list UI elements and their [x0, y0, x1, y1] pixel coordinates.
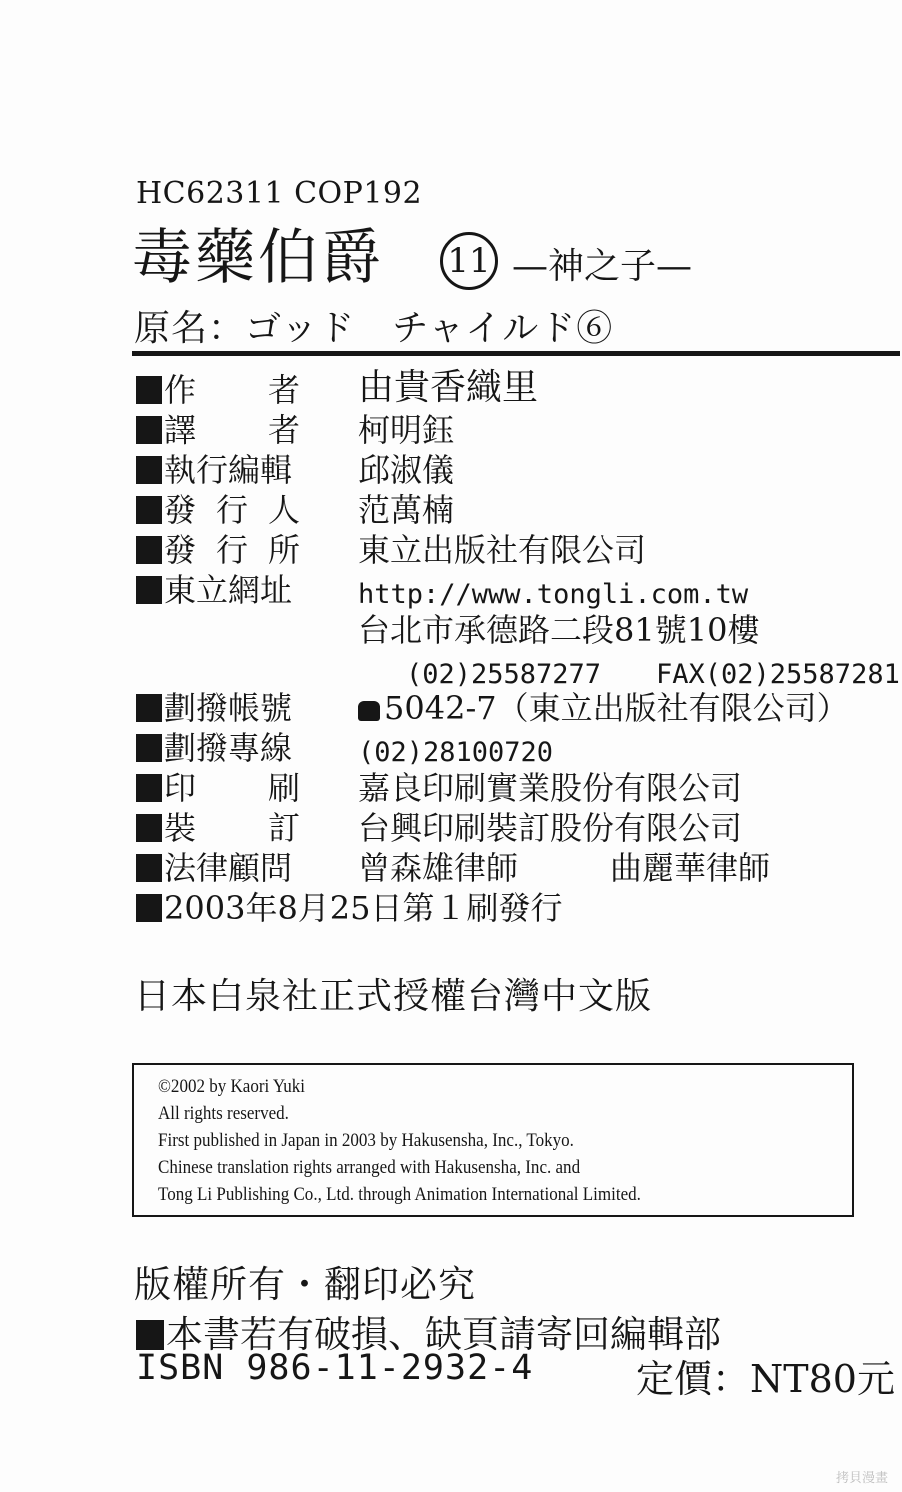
original-title: 原名：ゴッド チャイルド⑥: [134, 308, 614, 349]
product-code: HC62311 COP192: [136, 176, 423, 211]
bullet-square-icon: [136, 536, 162, 564]
book-subtitle: —神之子—: [512, 246, 693, 287]
bullet-square-icon: [136, 416, 162, 444]
credit-label-binding: 裝訂: [136, 808, 372, 848]
credit-value-author: 由貴香織里: [358, 367, 539, 408]
credit-value-translator: 柯明鈺: [358, 411, 455, 449]
credit-value-publishing-house: 東立出版社有限公司: [358, 531, 647, 569]
isbn: ISBN 986-11-2932-4: [136, 1348, 534, 1388]
credit-value-publisher: 范萬楠: [358, 491, 455, 529]
address-line: 台北市承德路二段81號10樓: [358, 611, 760, 649]
fax-number: FAX(02)25587281: [656, 659, 900, 690]
volume-number: 11: [440, 232, 498, 290]
watermark: 拷貝漫畫: [835, 1471, 888, 1486]
copyright-line: ©2002 by Kaori Yuki: [158, 1077, 306, 1097]
phone-number: (02)25587277: [406, 659, 602, 690]
credit-label-author: 作者: [136, 370, 372, 410]
publish-date: 2003年8月25日第１刷發行: [136, 888, 563, 928]
bullet-square-icon: [136, 694, 162, 722]
bullet-square-icon: [136, 774, 162, 802]
credit-value-binding: 台興印刷裝訂股份有限公司: [358, 809, 743, 847]
book-title: 毒藥伯爵: [132, 223, 384, 293]
credit-label-translator: 譯者: [136, 410, 372, 450]
credit-label-account: 劃撥帳號: [136, 688, 292, 728]
authorization-notice: 日本白泉社正式授權台灣中文版: [134, 976, 653, 1017]
copyright-line: All rights reserved.: [158, 1104, 289, 1124]
bullet-square-icon: [136, 894, 162, 922]
rights-notice: 版權所有・翻印必究: [134, 1263, 476, 1306]
copyright-line: First published in Japan in 2003 by Hakusensha, Inc., Tokyo.: [158, 1131, 574, 1151]
bullet-square-icon: [136, 376, 162, 404]
credit-label-legal: 法律顧問: [136, 848, 292, 888]
title-rule: [132, 351, 900, 356]
price: 定價：NT80元: [636, 1357, 895, 1401]
credit-label-publishing-house: 發行所: [136, 530, 320, 570]
credit-label-printing: 印刷: [136, 768, 372, 808]
bullet-square-icon: [136, 576, 162, 604]
bullet-square-icon: [136, 814, 162, 842]
return-notice: 本書若有破損、缺頁請寄回編輯部: [136, 1304, 721, 1358]
copyright-line: Chinese translation rights arranged with Hakusensha, Inc. and: [158, 1158, 581, 1178]
bullet-square-icon: [136, 1320, 164, 1350]
credit-value-legal-1: 曾森雄律師: [358, 849, 519, 887]
credit-value-hotline: (02)28100720: [358, 737, 554, 768]
credit-value-printing: 嘉良印刷實業股份有限公司: [358, 769, 743, 807]
credit-value-legal-2: 曲麗華律師: [610, 849, 771, 887]
bullet-square-icon: [136, 734, 162, 762]
bullet-square-icon: [136, 854, 162, 882]
copyright-line: Tong Li Publishing Co., Ltd. through Animation International Limited.: [158, 1185, 641, 1205]
credit-label-publisher: 發行人: [136, 490, 320, 530]
credit-label-website: 東立網址: [136, 570, 292, 610]
credit-value-editor: 邱淑儀: [358, 451, 455, 489]
credit-value-account: 5042-7（東立出版社有限公司）: [358, 688, 849, 728]
bullet-square-icon: [136, 456, 162, 484]
credit-label-editor: 執行編輯: [136, 450, 292, 490]
phone-icon: [358, 701, 380, 721]
bullet-square-icon: [136, 496, 162, 524]
website-url: http://www.tongli.com.tw: [358, 579, 749, 610]
credit-label-hotline: 劃撥專線: [136, 728, 292, 768]
